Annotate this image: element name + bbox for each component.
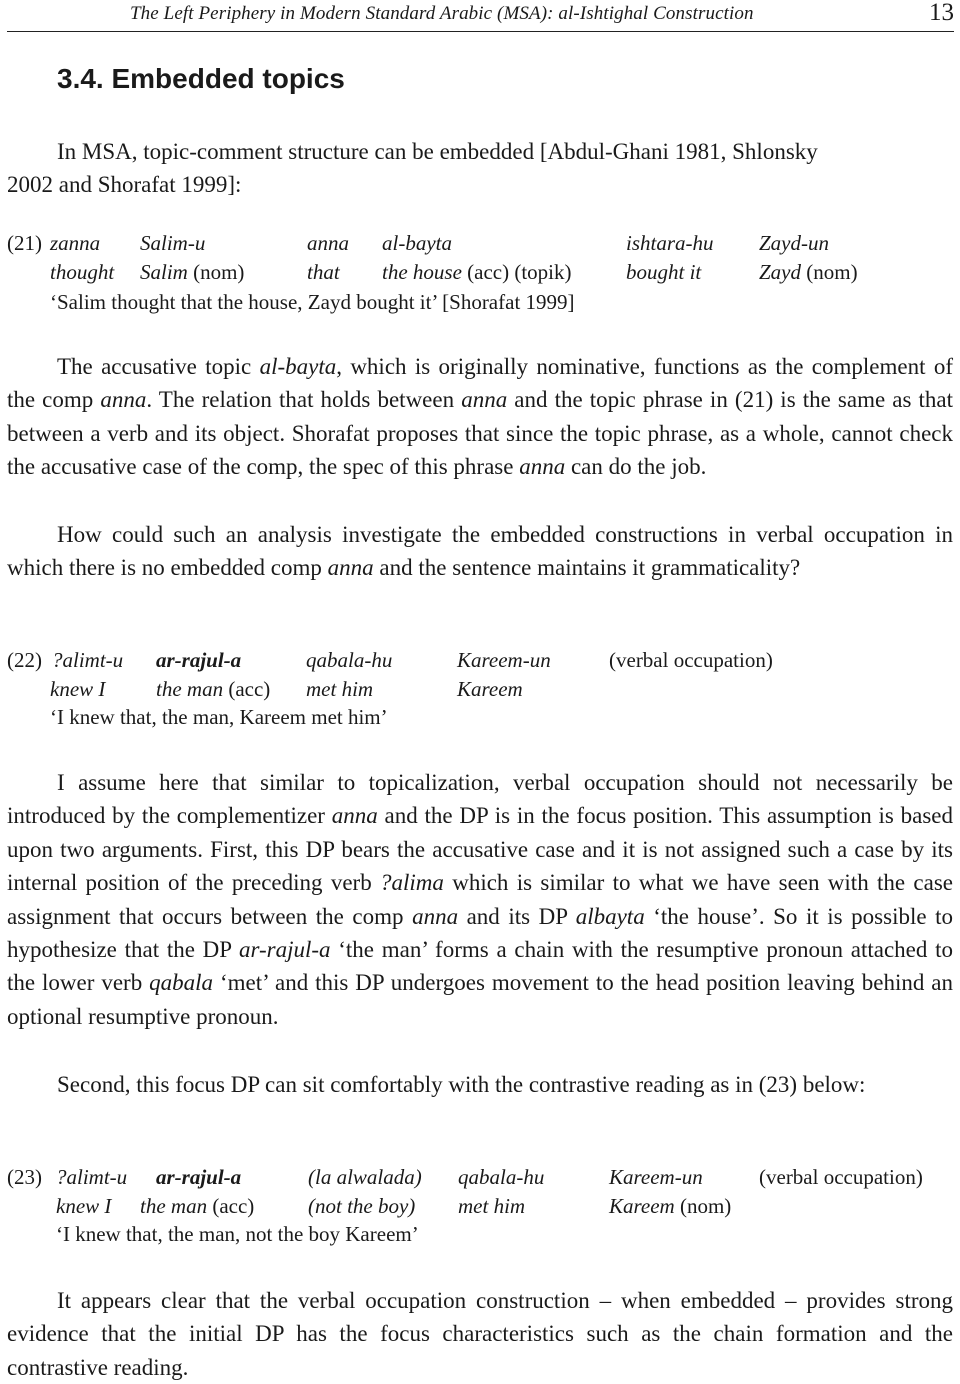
section-heading: 3.4. Embedded topics <box>57 63 345 94</box>
header-title: The Left Periphery in Modern Standard Arabic (MSA): al-Ishtighal Construction <box>130 3 754 24</box>
intro-line-1: In MSA, topic-comment structure can be embedded [Abdul-Ghani 1981, Shlonsky <box>57 139 818 164</box>
construction-note: (verbal occupation) <box>609 648 773 672</box>
running-header <box>0 0 960 34</box>
gloss-word: ishtara-hu <box>626 231 714 255</box>
gloss-translation-word: bought it <box>626 260 702 284</box>
gloss-translation-word: the man (acc) <box>156 677 271 701</box>
intro-line-2: 2002 and Shorafat 1999]: <box>7 172 242 198</box>
gloss-word: Kareem-un <box>609 1165 703 1189</box>
gloss-word: al-bayta <box>382 231 452 255</box>
gloss-translation-word: that <box>307 260 340 284</box>
body-paragraph: The accusative topic al-bayta, which is originally nominative, functions as the complement of the comp anna. The relation that holds between anna and the topic phrase in (21) is the same as that between a verb and its object. Shorafat proposes that since the topic phrase, as a whole, cannot check the accusative case of the comp, the spec of this phrase anna can do the job. <box>7 354 953 480</box>
example-21 <box>7 231 953 326</box>
body-paragraph: It appears clear that the verbal occupation construction – when embedded – provides strong evidence that the initial DP has the focus characteristics such as the chain formation and the contrastive reading. <box>7 1288 953 1380</box>
gloss-word: ?alimt-u <box>52 648 124 672</box>
gloss-translation-word: met him <box>306 677 374 701</box>
gloss-word: ?alimt-u <box>56 1165 128 1189</box>
example-22 <box>7 648 953 733</box>
gloss-translation-word: the house (acc) (topik) <box>382 260 572 284</box>
gloss-word: ar-rajul-a <box>156 1165 242 1189</box>
construction-note: (verbal occupation) <box>759 1165 923 1189</box>
gloss-word: (la alwalada) <box>308 1165 422 1189</box>
gloss-translation-word: Salim (nom) <box>140 260 245 284</box>
example-translation: ‘I knew that, the man, not the boy Kareem’ <box>56 1222 419 1246</box>
gloss-word: Salim-u <box>140 231 206 255</box>
example-23 <box>7 1165 953 1250</box>
example-number: (23) <box>7 1165 42 1189</box>
gloss-translation-word: Kareem <box>457 677 523 701</box>
gloss-word: Kareem-un <box>457 648 551 672</box>
gloss-translation-word: Kareem (nom) <box>609 1194 732 1218</box>
gloss-word: anna <box>307 231 349 255</box>
gloss-translation-word: Zayd (nom) <box>759 260 858 284</box>
gloss-translation-word: knew I <box>50 677 106 701</box>
example-number: (21) <box>7 231 42 255</box>
example-number: (22) <box>7 648 42 672</box>
body-paragraph: I assume here that similar to topicalization, verbal occupation should not necessarily be introduced by the complementizer anna and the DP is in the focus position. This assumption is based upon two arguments. First, this DP bears the accusative case and it is not assigned such a case by its internal position of the preceding verb ?alima which is similar to what we have seen with the case assignment that occurs between the comp anna and its DP albayta ‘the house’. So it is possible to hypothesize that the DP ar-rajul-a ‘the man’ forms a chain with the resumptive pronoun attached to the lower verb qabala ‘met’ and this DP undergoes movement to the head position leaving behind an optional resumptive pronoun. <box>7 770 953 1029</box>
gloss-word: ar-rajul-a <box>156 648 242 672</box>
gloss-word: qabala-hu <box>458 1165 545 1189</box>
header-rule <box>7 31 954 32</box>
intro-paragraph <box>7 135 953 202</box>
example-translation: ‘I knew that, the man, Kareem met him’ <box>50 705 388 729</box>
gloss-word: qabala-hu <box>306 648 393 672</box>
body-paragraph: Second, this focus DP can sit comfortably with the contrastive reading as in (23) below: <box>57 1072 866 1097</box>
gloss-translation-word: knew I <box>56 1194 112 1218</box>
gloss-word: zanna <box>50 231 101 255</box>
body-paragraph: How could such an analysis investigate the embedded constructions in verbal occupation in which there is no embedded comp anna and the sentence maintains it grammaticality? <box>7 522 953 581</box>
gloss-translation-word: met him <box>458 1194 526 1218</box>
gloss-translation-word: the man (acc) <box>140 1194 255 1218</box>
gloss-word: Zayd-un <box>759 231 829 255</box>
example-translation: ‘Salim thought that the house, Zayd bought it’ [Shorafat 1999] <box>50 290 575 314</box>
gloss-translation-word: thought <box>50 260 115 284</box>
page-number: 13 <box>929 0 954 26</box>
gloss-translation-word: (not the boy) <box>308 1194 416 1218</box>
